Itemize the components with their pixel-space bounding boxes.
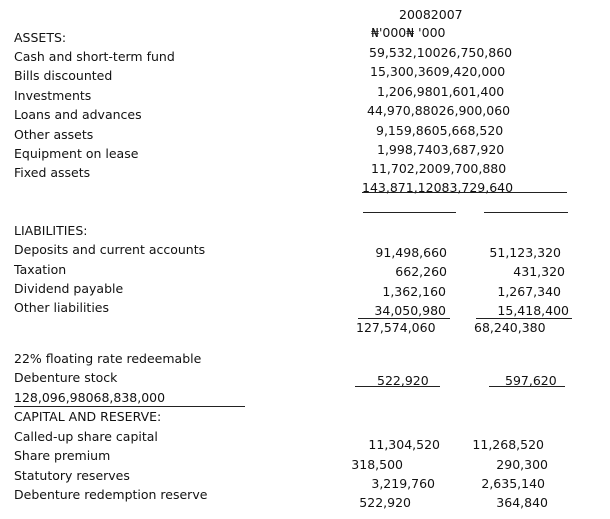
capital-heading: CAPITAL AND RESERVE: (14, 409, 162, 424)
asset-value: 15,300,3609,420,000 (370, 64, 506, 79)
asset-label: Bills discounted (14, 68, 113, 83)
asset-label: Equipment on lease (14, 146, 139, 161)
liabilities-total-2008: 127,574,060 (356, 320, 436, 335)
total-underline-2007 (484, 212, 568, 213)
debenture-total-underline (14, 406, 245, 407)
asset-label: Fixed assets (14, 165, 91, 180)
asset-value: 11,702,2009,700,880 (371, 161, 507, 176)
total-strike-line (362, 192, 567, 193)
liability-label: Dividend payable (14, 281, 124, 296)
liability-value-2008: 34,050,980 (374, 303, 446, 318)
capital-label: Debenture redemption reserve (14, 487, 208, 502)
asset-value: 44,970,88026,900,060 (367, 103, 511, 118)
liability-label: Other liabilities (14, 300, 110, 315)
liabilities-underline-2008 (358, 318, 450, 319)
asset-value: 1,998,7403,687,920 (377, 142, 505, 157)
capital-value-2008: 318,500 (351, 457, 403, 472)
asset-label: Loans and advances (14, 107, 142, 122)
debenture-value-2007: 597,620 (505, 373, 557, 388)
debenture-underline-2008 (355, 386, 440, 387)
liability-value-2007: 15,418,400 (497, 303, 569, 318)
debenture-underline-2007 (489, 386, 565, 387)
capital-label: Statutory reserves (14, 468, 130, 483)
assets-total: 143,871,12083,729,640 (362, 180, 514, 195)
liability-value-2007: 51,123,320 (489, 245, 561, 260)
capital-value-2007: 2,635,140 (481, 476, 545, 491)
debenture-value-2008: 522,920 (377, 373, 429, 388)
liability-label: Taxation (14, 262, 67, 277)
capital-value-2008: 522,920 (359, 495, 411, 510)
liability-value-2008: 1,362,160 (382, 284, 446, 299)
liability-value-2007: 431,320 (513, 264, 565, 279)
liabilities-heading: LIABILITIES: (14, 223, 88, 238)
liability-value-2008: 662,260 (395, 264, 447, 279)
capital-label: Share premium (14, 448, 111, 463)
asset-label: Other assets (14, 127, 94, 142)
capital-value-2008: 3,219,760 (371, 476, 435, 491)
debenture-total: 128,096,98068,838,000 (14, 390, 166, 405)
capital-label: Called-up share capital (14, 429, 158, 444)
assets-heading: ASSETS: (14, 30, 67, 45)
liabilities-underline-2007 (476, 318, 572, 319)
debenture-label-line2: Debenture stock (14, 370, 118, 385)
debenture-label-line1: 22% floating rate redeemable (14, 351, 202, 366)
total-underline-2008 (363, 212, 456, 213)
asset-label: Investments (14, 88, 92, 103)
asset-value: 9,159,8605,668,520 (376, 123, 504, 138)
currency-header: ₦'000₦ '000 (371, 25, 446, 40)
liabilities-total-2007: 68,240,380 (474, 320, 546, 335)
liability-label: Deposits and current accounts (14, 242, 206, 257)
capital-value-2007: 290,300 (496, 457, 548, 472)
liability-value-2008: 91,498,660 (375, 245, 447, 260)
asset-value: 1,206,9801,601,400 (377, 84, 505, 99)
capital-value-2007: 11,268,520 (472, 437, 544, 452)
years-header: 20082007 (399, 7, 463, 22)
liability-value-2007: 1,267,340 (497, 284, 561, 299)
asset-label: Cash and short-term fund (14, 49, 175, 64)
capital-value-2007: 364,840 (496, 495, 548, 510)
asset-value: 59,532,10026,750,860 (369, 45, 513, 60)
capital-value-2008: 11,304,520 (368, 437, 440, 452)
